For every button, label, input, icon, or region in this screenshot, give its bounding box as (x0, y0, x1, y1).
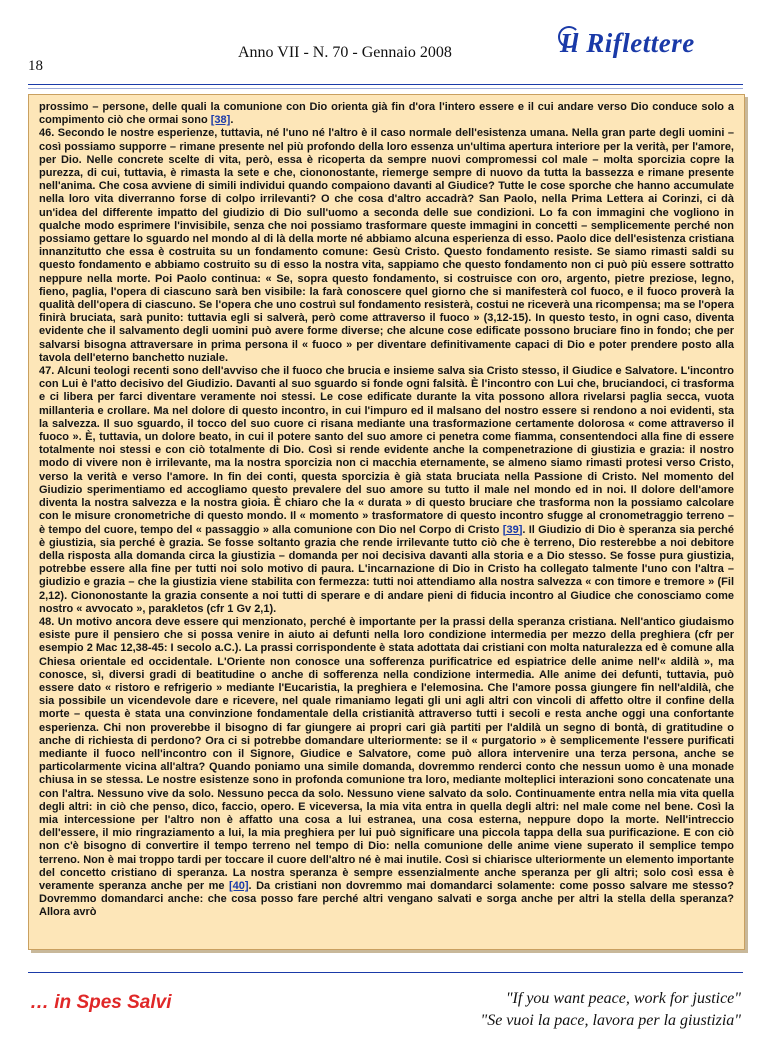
paragraph-46 (39, 127, 734, 365)
footer-quote-italian: "Se vuoi la pace, lavora per la giustizia" (480, 1012, 741, 1029)
paragraph-text: . (230, 114, 234, 127)
article-box (28, 94, 745, 950)
paragraph-48 (39, 616, 734, 920)
paragraph-47 (39, 365, 734, 616)
paragraph-intro (39, 101, 734, 127)
footnote-reference-link[interactable]: [39] (502, 523, 523, 536)
paragraph-text: . Da cristiani non dovremmo mai domandarci solamente: come posso salvare me stesso? Dovremmo domandarci anche: che cosa posso fare perché altri vengano salvati e sorga anche per altri la stella della speranza? Allora avrò (39, 879, 734, 919)
paragraph-text: 48. Un motivo ancora deve essere qui menzionato, perché è importante per la prassi della speranza cristiana. Nell'antico giudaismo esiste pure il pensiero che si possa venire in aiuto ai defunti nella loro condizione intermedia per mezzo della preghiera (cfr per esempio 2 Mac 12,38-45: I secolo a.C.). La prassi corrispondente è stata adottata dai cristiani con molta naturalezza ed è comune alla Chiesa orientale ed occidentale. L'Oriente non conosce una sofferenza purificatrice ed espiatrice delle anime nell'« aldilà », ma conosce, sì, diversi gradi di beatitudine o anche di sofferenza nella condizione intermedia. Alle anime dei defunti, tuttavia, può essere dato « ristoro e refrigerio » mediante l'Eucaristia, la preghiera e l'elemosina. Che l'amore possa giungere fin nell'aldilà, che sia possibile un vicendevole dare e ricevere, nel quale rimaniamo legati gli uni agli altri con vincoli di affetto oltre il confine della morte – questa è stata una convinzione fondamentale della cristianità attraverso tutti i secoli e resta anche oggi una confortante esperienza. Chi non proverebbe il bisogno di far giungere ai propri cari già partiti per l'aldilà un segno di bontà, di gratitudine o anche di richiesta di perdono? Ora ci si potrebbe domandare ulteriormente: se il « purgatorio » è semplicemente l'essere purificati mediante il fuoco nell'incontro con il Signore, Giudice e Salvatore, come può allora intervenire una terza persona, anche se particolarmente vicina all'altra? Quando poniamo una simile domanda, dovremmo renderci conto che nessun uomo è una monade chiusa in se stessa. Le nostre esistenze sono in profonda comunione tra loro, mediante molteplici interazioni sono concatenate una con l'altra. Nessuno vive da solo. Nessuno pecca da solo. Nessuno viene salvato da solo. Continuamente entra nella mia vita quella degli altri: in ciò che penso, dico, faccio, opero. E viceversa, la mia vita entra in quella degli altri: nel male come nel bene. Così la mia intercessione per l'altro non è affatto una cosa a lui estranea, una cosa esterna, neppure dopo la morte. Nell'intreccio dell'essere, il mio ringraziamento a lui, la mia preghiera per lui può significare una piccola tappa della sua purificazione. E con ciò non c'è bisogno di convertire il tempo terreno nel tempo di Dio: nella comunione delle anime viene superato il semplice tempo terreno. Non è mai troppo tardi per toccare il cuore dell'altro né è mai inutile. Così si chiarisce ulteriormente un elemento importante del concetto cristiano di speranza. La nostra speranza è sempre essenzialmente anche speranza per gli altri; solo così essa è veramente speranza anche per me (39, 615, 734, 892)
issue-info: Anno VII - N. 70 - Gennaio 2008 (238, 44, 452, 61)
paragraph-text: 46. Secondo le nostre esperienze, tuttavia, né l'uno né l'altro è il caso normale dell'esistenza umana. Nella gran parte degli uomini – così possiamo supporre – rimane presente nel più profondo della loro essenza un'ultima apertura interiore per la verità, per l'amore, per Dio. Nelle concrete scelte di vita, però, essa è ricoperta da sempre nuovi compromessi col male – molta sporcizia copre la purezza, di cui, tuttavia, è rimasta la sete e che, ciononostante, riemerge sempre di nuovo da tutta la bassezza e rimane presente nell'anima. Che cosa avviene di simili individui quando compaiono davanti al Giudice? Tutte le cose sporche che hanno accumulate nella loro vita diverranno forse di colpo irrilevanti? O che cosa d'altro accadrà? San Paolo, nella Prima Lettera ai Corinzi, ci dà un'idea del differente impatto del giudizio di Dio sull'uomo a seconda delle sue condizioni. Lo fa con immagini che vogliono in qualche modo esprimere l'invisibile, senza che noi possiamo trasformare queste immagini in concetti – semplicemente perché non possiamo gettare lo sguardo nel mondo al di là della morte né abbiamo alcuna esperienza di esso. Paolo dice dell'esistenza cristiana innanzitutto che essa è costruita su un fondamento comune: Gesù Cristo. Questo fondamento resiste. Se siamo rimasti saldi su questo fondamento e abbiamo costruito su di esso la nostra vita, sappiamo che questo fondamento non ci può più essere sottratto neppure nella morte. Poi Paolo continua: « Se, sopra questo fondamento, si costruisce con oro, argento, pietre preziose, legno, fieno, paglia, l'opera di ciascuno sarà ben visibile: la farà conoscere quel giorno che si manifesterà col fuoco, e il fuoco proverà la qualità dell'opera di ciascuno. Se l'opera che uno costruì sul fondamento resisterà, costui ne riceverà una ricompensa; ma se l'opera finirà bruciata, sarà punito: tuttavia egli si salverà, però come attraverso il fuoco » (3,12-15). In questo testo, in ogni caso, diventa evidente che il salvamento degli uomini può avere forme diverse; che alcune cose edificate possono bruciare fino in fondo; che per salvarsi bisogna attraversare in prima persona il « fuoco » per diventare definitivamente capaci di Dio e poter prendere posto alla tavola dell'eterno banchetto nuziale. (39, 127, 734, 364)
footer-rule (28, 972, 743, 973)
footer-quote-english: "If you want peace, work for justice" (505, 990, 741, 1007)
footnote-reference-link[interactable]: [40] (228, 879, 249, 892)
header-rule (28, 84, 743, 85)
paragraph-text: . Il Giudizio di Dio è speranza sia perché è giustizia, sia perché è grazia. Se fosse soltanto grazia che rende irrilevante tutto ciò che è terreno, Dio resterebbe a noi debitore della risposta alla domanda circa la giustizia – domanda per noi decisiva davanti alla storia e a Dio stesso. Se fosse pura giustizia, potrebbe essere alla fine per tutti noi solo motivo di paura. L'incarnazione di Dio in Cristo ha collegato talmente l'uno con l'altra – giudizio e grazia – che la giustizia viene stabilita con fermezza: tutti noi attendiamo alla nostra salvezza « con timore e tremore » (Fil 2,12). Ciononostante la grazia consente a noi tutti di sperare e di andare pieni di fiducia incontro al Giudice che conosciamo come nostro « avvocato », parakletos (cfr 1 Gv 2,1). (39, 523, 734, 615)
paragraph-text: prossimo – persone, delle quali la comunione con Dio orienta già fin d'ora l'intero essere e il cui andare verso Dio conduce solo a compimento ciò che ormai sono (39, 101, 734, 127)
page-number: 18 (28, 58, 43, 74)
footer-source-label: … in Spes Salvi (30, 992, 172, 1013)
magazine-title: Il Riflettere (560, 28, 695, 58)
footnote-reference-link[interactable]: [38] (210, 114, 231, 127)
header-rule-secondary (28, 88, 743, 89)
article-body (39, 101, 734, 920)
paragraph-text: 47. Alcuni teologi recenti sono dell'avviso che il fuoco che brucia e insieme salva sia Cristo stesso, il Giudice e Salvatore. L'incontro con Lui è l'atto decisivo del Giudizio. Davanti al suo sguardo si fonde ogni falsità. È l'incontro con Lui che, bruciandoci, ci trasforma e ci libera per farci diventare veramente noi stessi. Le cose edificate durante la vita possono allora rivelarsi paglia secca, vuota millanteria e crollare. Ma nel dolore di questo incontro, in cui l'impuro ed il malsano del nostro essere si rendono a noi evidenti, sta la salvezza. Il suo sguardo, il tocco del suo cuore ci risana mediante una trasformazione certamente dolorosa « come attraverso il fuoco ». È, tuttavia, un dolore beato, in cui il potere santo del suo amore ci penetra come fiamma, consentendoci alla fine di essere totalmente noi stessi e con ciò totalmente di Dio. Così si rende evidente anche la compenetrazione di giustizia e grazia: il nostro modo di vivere non è irrilevante, ma la nostra sporcizia non ci macchia eternamente, se almeno siamo rimasti protesi verso Cristo, verso la verità e verso l'amore. In fin dei conti, questa sporcizia è già stata bruciata nella Passione di Cristo. Nel momento del Giudizio sperimentiamo ed accogliamo questo prevalere del suo amore su tutto il male nel mondo ed in noi. Il dolore dell'amore diventa la nostra salvezza e la nostra gioia. È chiaro che la « durata » di questo bruciare che trasforma non la possiamo calcolare con le misure cronometriche di questo mondo. Il « momento » trasformatore di questo incontro sfugge al cronometraggio terreno – è tempo del cuore, tempo del « passaggio » alla comunione con Dio nel Corpo di Cristo (39, 365, 734, 536)
